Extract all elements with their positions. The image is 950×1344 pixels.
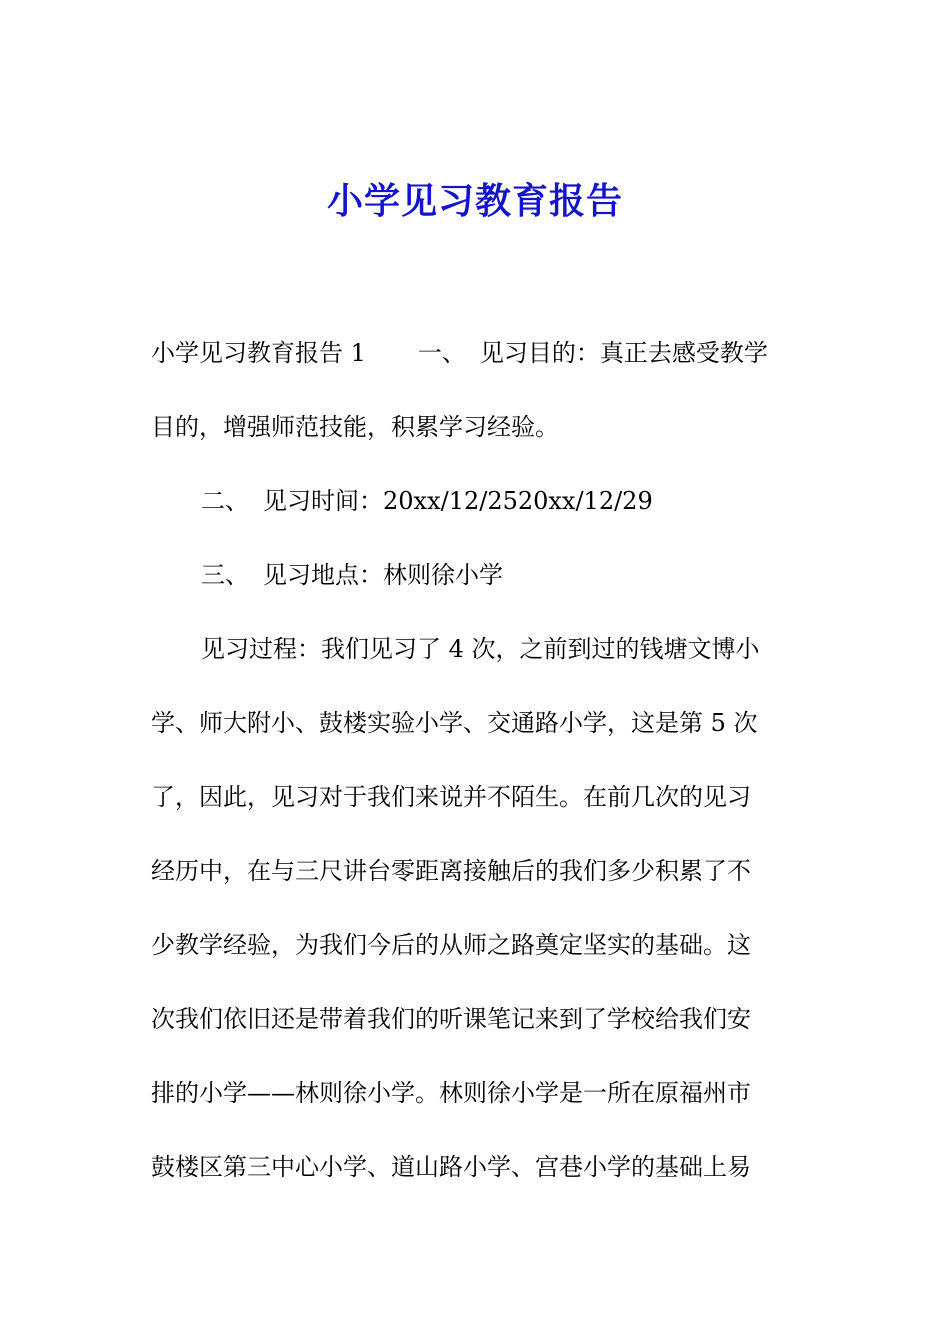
body-line-3	[151, 464, 796, 538]
section-text-2: 见习时间：20xx/12/2520xx/12/29	[263, 487, 653, 515]
body-line-7: 了，因此，见习对于我们来说并不陌生。在前几次的见习	[151, 783, 751, 811]
body-line-2: 目的，增强师范技能，积累学习经验。	[151, 413, 559, 441]
body-line-6: 学、师大附小、鼓楼实验小学、交通路小学，这是第 5 次	[151, 709, 758, 737]
section-number-1: 一、	[417, 339, 466, 367]
body-line-9: 少教学经验，为我们今后的从师之路奠定坚实的基础。这	[151, 931, 751, 959]
section-number-3: 三、	[201, 561, 249, 589]
section-text-1: 见习目的：真正去感受教学	[479, 339, 768, 367]
body-line-1	[151, 316, 796, 390]
body-line-4	[151, 538, 796, 612]
section-text-3: 见习地点：林则徐小学	[263, 561, 503, 589]
section-number-2: 二、	[201, 487, 249, 515]
document-title: 小学见习教育报告	[326, 181, 623, 222]
body-line-8: 经历中，在与三尺讲台零距离接触后的我们多少积累了不	[151, 857, 751, 885]
body-line-5: 见习过程：我们见习了 4 次，之前到过的钱塘文博小	[201, 635, 760, 663]
body-line-11: 排的小学——林则徐小学。林则徐小学是一所在原福州市	[151, 1079, 751, 1107]
body-line-10: 次我们依旧还是带着我们的听课笔记来到了学校给我们安	[151, 1005, 751, 1033]
report-heading: 小学见习教育报告 1	[151, 339, 366, 367]
body-line-12: 鼓楼区第三中心小学、道山路小学、宫巷小学的基础上易	[151, 1153, 751, 1181]
document-body	[151, 316, 796, 1204]
